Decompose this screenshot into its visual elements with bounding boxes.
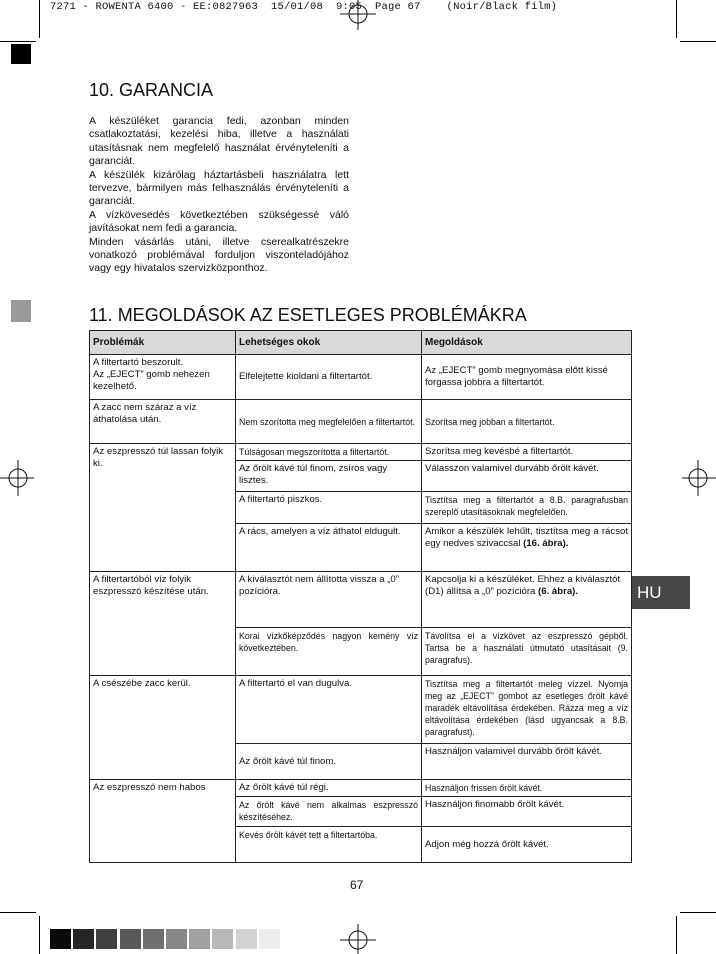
solution-cell: Használjon finomabb őrölt kávét. xyxy=(422,797,632,827)
cause-cell: Az őrölt kávé nem alkalmas eszpresszó készítéséhez. xyxy=(236,797,422,827)
color-swatch xyxy=(73,929,94,949)
cause-cell: Az őrölt kávé túl finom, zsíros vagy lisztes. xyxy=(236,461,422,492)
color-swatch xyxy=(166,929,187,949)
problem-cell: A csészébe zacc kerül. xyxy=(90,676,236,780)
table-row xyxy=(90,444,632,461)
color-swatch xyxy=(50,929,71,949)
warranty-paragraph-2: A készülék kizárólag háztartásbeli használatra lett tervezve, bármilyen más felhasználás érvényteleníti a garanciát. xyxy=(89,168,349,208)
cause-cell: Az őrölt kávé túl régi. xyxy=(236,780,422,797)
section-10-title: 10. GARANCIA xyxy=(89,80,214,100)
cause-cell: Az őrölt kávé túl finom. xyxy=(236,744,422,780)
warranty-paragraph-4: Minden vásárlás utáni, illetve cserealkatrészekre vonatkozó problémával forduljon viszonteladójához vagy egy hivatalos szervizközponthoz. xyxy=(89,235,349,275)
print-header: 7271 - ROWENTA 6400 - EE:0827963 15/01/08 9:05 Page 67 (Noir/Black film) xyxy=(50,1,558,13)
crop-mark-tl-v xyxy=(39,0,40,38)
solution-cell: Használjon frissen őrölt kávét. xyxy=(422,780,632,797)
cause-cell: A rács, amelyen a víz áthatol eldugult. xyxy=(236,524,422,572)
problem-cell: Az eszpresszó túl lassan folyik ki. xyxy=(90,444,236,572)
solution-cell: Használjon valamivel durvább őrölt kávét. xyxy=(422,744,632,780)
solution-cell: Szorítsa meg kevésbé a filtertartót. xyxy=(422,444,632,461)
cause-cell: A filtertartó piszkos. xyxy=(236,492,422,524)
solution-cell: Adjon még hozzá őrölt kávét. xyxy=(422,827,632,863)
table-row xyxy=(90,400,632,444)
table-row xyxy=(90,572,632,628)
cause-cell: Túlságosan megszorította a filtertartót. xyxy=(236,444,422,461)
cause-cell: Korai vízkőképződés nagyon kemény víz következtében. xyxy=(236,628,422,676)
section-10-body xyxy=(89,115,349,276)
header-problems: Problémák xyxy=(90,331,236,355)
crop-mark-br-h xyxy=(680,912,716,913)
registration-mark-left xyxy=(0,460,34,496)
solution-cell: Szorítsa meg jobban a filtertartót. xyxy=(422,400,632,444)
header-causes: Lehetséges okok xyxy=(236,331,422,355)
crop-mark-tr-h xyxy=(680,41,716,42)
registration-mark-top xyxy=(340,0,376,30)
troubleshooting-table xyxy=(89,330,632,863)
solution-cell xyxy=(422,524,632,572)
problem-cell: A filtertartóból víz folyik eszpresszó készítése után. xyxy=(90,572,236,676)
solution-cell: Válasszon valamivel durvább őrölt kávét. xyxy=(422,461,632,492)
registration-mark-bottom xyxy=(340,924,376,954)
problem-cell: A filtertartó beszorult. Az „EJECT” gomb nehezen kezelhető. xyxy=(90,355,236,400)
solution-text: Kapcsolja ki a készüléket. Ehhez a kiválasztót (D1) állítsa a „0” pozícióra xyxy=(425,574,621,597)
language-tab: HU xyxy=(632,576,690,609)
solution-cell xyxy=(422,572,632,628)
color-swatch xyxy=(120,929,141,949)
solution-cell: Tisztítsa meg a filtertartót meleg vízzel. Nyomja meg az „EJECT” gombot az esetleges őrölt kávé maradék eltávolítása érdekében. Rázza meg a víz eltávolítása érdekében (lásd ugyancsak a 8.B. paragrafust). xyxy=(422,676,632,744)
page-number: 67 xyxy=(350,878,364,892)
crop-mark-tl-h xyxy=(0,41,36,42)
registration-mark-right xyxy=(682,460,716,496)
color-swatch xyxy=(236,929,257,949)
warranty-paragraph-3: A vízkövesedés következtében szükségessé váló javításokat nem fedi a garancia. xyxy=(89,208,349,235)
crop-mark-bl-v xyxy=(39,916,40,954)
black-marker-block xyxy=(11,44,31,64)
table-row xyxy=(90,355,632,400)
figure-reference: (6. ábra). xyxy=(538,586,579,597)
header-solutions: Megoldások xyxy=(422,331,632,355)
figure-reference: (16. ábra). xyxy=(523,538,569,549)
table-row xyxy=(90,676,632,744)
section-11-title: 11. MEGOLDÁSOK AZ ESETLEGES PROBLÉMÁKRA xyxy=(89,305,527,325)
color-swatch xyxy=(259,929,280,949)
table-header-row xyxy=(90,331,632,355)
solution-cell: Az „EJECT” gomb megnyomása előtt kissé forgassa jobbra a filtertartót. xyxy=(422,355,632,400)
cause-cell: Nem szorította meg megfelelően a filtertartót. xyxy=(236,400,422,444)
color-swatch xyxy=(96,929,117,949)
cause-cell: A kiválasztót nem állította vissza a „0” pozícióra. xyxy=(236,572,422,628)
solution-cell: Távolítsa el a vízkövet az eszpresszó gépből. Tartsa be a használati útmutató utasításait (9. paragrafus). xyxy=(422,628,632,676)
gray-marker-block xyxy=(11,300,31,322)
problem-cell: Az eszpresszó nem habos xyxy=(90,780,236,863)
cause-cell: A filtertartó el van dugulva. xyxy=(236,676,422,744)
table-row xyxy=(90,780,632,797)
color-swatch xyxy=(189,929,210,949)
crop-mark-bl-h xyxy=(0,912,36,913)
color-swatch xyxy=(143,929,164,949)
problem-cell: A zacc nem száraz a víz áthatolása után. xyxy=(90,400,236,444)
cause-cell: Kevés őrölt kávét tett a filtertartóba. xyxy=(236,827,422,863)
solution-text: Amikor a készülék lehűlt, tisztítsa meg a rácsot egy nedves szivaccsal xyxy=(425,526,628,549)
solution-cell: Tisztítsa meg a filtertartót a 8.B. paragrafusban szereplő utasításoknak megfelelően. xyxy=(422,492,632,524)
crop-mark-tr-v xyxy=(676,0,677,38)
cause-cell: Elfelejtette kioldani a filtertartót. xyxy=(236,355,422,400)
crop-mark-br-v xyxy=(676,916,677,954)
color-swatch xyxy=(212,929,233,949)
warranty-paragraph-1: A készüléket garancia fedi, azonban minden csatlakoztatási, kezelési hiba, illetve a használati utasításnak nem megfelelő használat érvényteleníti a garanciát. xyxy=(89,115,349,168)
